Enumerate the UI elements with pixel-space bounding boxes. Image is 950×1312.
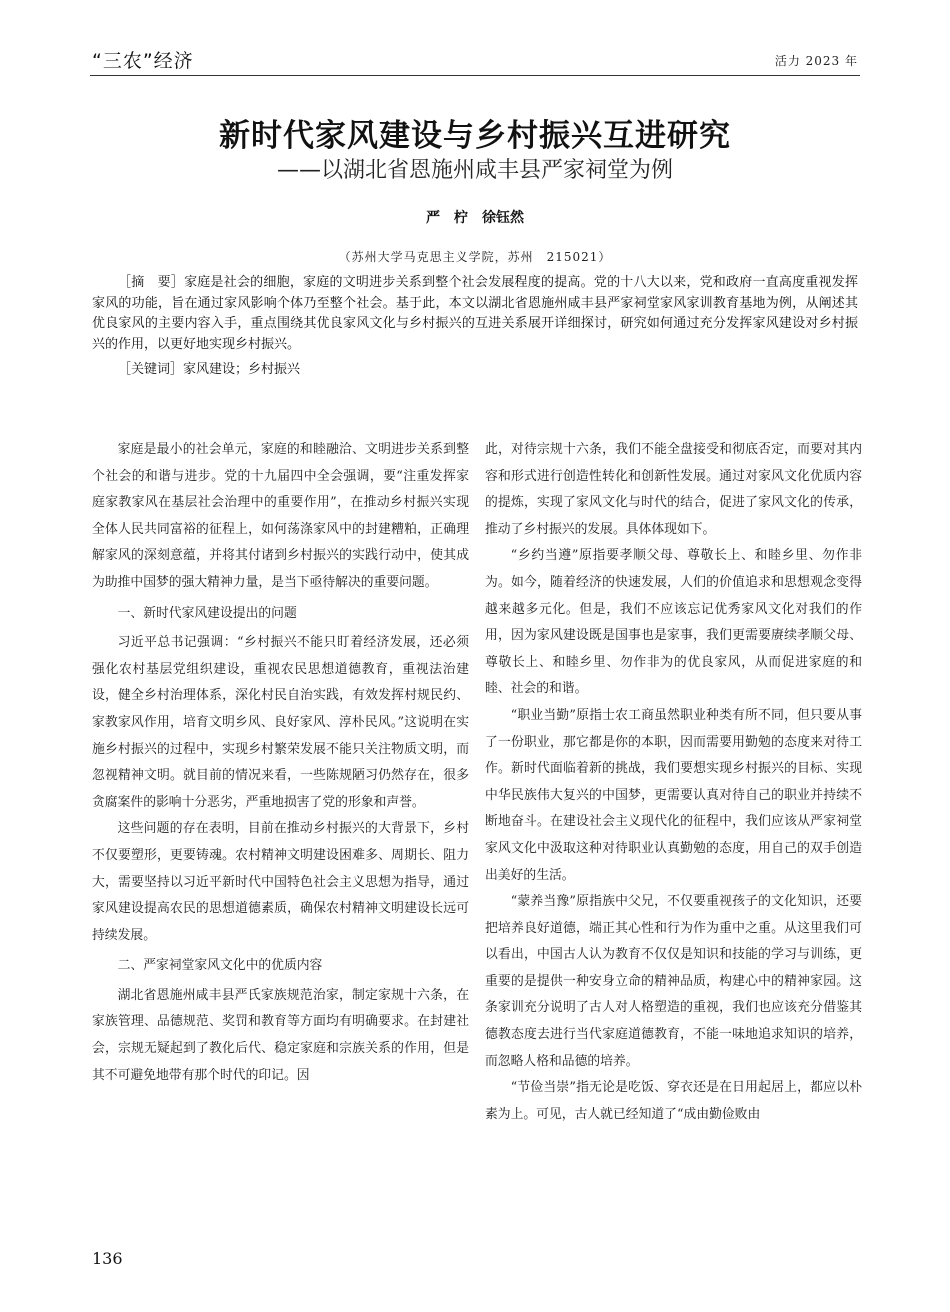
paragraph: 湖北省恩施州咸丰县严氏家族规范治家，制定家规十六条，在家族管理、品德规范、奖罚和教育等方面均有明确要求。在封建社会，宗规无疑起到了教化后代、稳定家庭和宗族关系的作用，但是其不可避免地带有那个时代的印记。因 — [92, 987, 469, 1083]
paragraph: “蒙养当豫”原指族中父兄，不仅要重视孩子的文化知识，还要把培养良好道德，端正其心性和行为作为重中之重。从这里我们可以看出，中国古人认为教育不仅仅是知识和技能的学习与训练，更重要的是提供一种安身立命的精神品质，构建心中的精神家园。这条家训充分说明了古人对人格塑造的重视，我们也应该充分借鉴其德教态度去进行当代家庭道德教育，不能一味地追求知识的培养，而忽略人格和品德的培养。 — [485, 894, 862, 1069]
section-heading: 二、严家祠堂家风文化中的优质内容 — [117, 958, 323, 974]
page-number: 136 — [92, 1249, 123, 1268]
article-authors: 严 柠 徐钰然 — [426, 210, 524, 226]
body-column-right — [485, 437, 862, 1128]
article-title: 新时代家风建设与乡村振兴互进研究 — [219, 118, 731, 154]
paragraph: 习近平总书记强调：“乡村振兴不能只盯着经济发展，还必须强化农村基层党组织建设，重视农民思想道德教育，重视法治建设，健全乡村治理体系，深化村民自治实践，有效发挥村规民约、家教家风作用，培育文明乡风、良好家风、淳朴民风。”这说明在实施乡村振兴的过程中，实现乡村繁荣发展不能只关注物质文明，而忽视精神文明。就目前的情况来看，一些陈规陋习仍然存在，很多贪腐案件的影响十分恶劣，严重地损害了党的形象和声誉。 — [92, 635, 469, 810]
header-rule — [90, 75, 860, 76]
body-column-left — [92, 437, 469, 1089]
section-heading: 一、新时代家风建设提出的问题 — [117, 605, 297, 621]
article-subtitle: ——以湖北省恩施州咸丰县严家祠堂为例 — [276, 158, 673, 183]
keywords: ［关键词］家风建设；乡村振兴 — [118, 362, 301, 377]
abstract: ［摘 要］家庭是社会的细胞，家庭的文明进步关系到整个社会发展程度的提高。党的十八大以来，党和政府一直高度重视发挥家风的功能，旨在通过家风影响个体乃至整个社会。基于此，本文以湖北省恩施州咸丰县严家祠堂家风家训教育基地为例，从阐述其优良家风的主要内容入手，重点围绕其优良家风文化与乡村振兴的互进关系展开详细探讨，研究如何通过充分发挥家风建设对乡村振兴的作用，以更好地实现乡村振兴。 — [92, 275, 858, 352]
paragraph: “乡约当遵”原指要孝顺父母、尊敬长上、和睦乡里、勿作非为。如今，随着经济的快速发展，人们的价值追求和思想观念变得越来越多元化。但是，我们不应该忘记优秀家风文化对我们的作用，因为家风建设既是国事也是家事，我们更需要赓续孝顺父母、尊敬长上、和睦乡里、勿作非为的优良家风，从而促进家庭的和睦、社会的和谐。 — [485, 548, 862, 697]
paragraph: 家庭是最小的社会单元，家庭的和睦融洽、文明进步关系到整个社会的和谐与进步。党的十九届四中全会强调，要“注重发挥家庭家教家风在基层社会治理中的重要作用”，在推动乡村振兴实现全体人民共同富裕的征程上，如何荡涤家风中的封建糟粕，正确理解家风的深刻意蕴，并将其付诸到乡村振兴的实践行动中，使其成为助推中国梦的强大精神力量，是当下亟待解决的重要问题。 — [92, 442, 469, 590]
section-header: “三农”经济 — [92, 50, 194, 72]
paragraph: “职业当勤”原指士农工商虽然职业种类有所不同，但只要从事了一份职业，那它都是你的本职，因而需要用勤勉的态度来对待工作。新时代面临着新的挑战，我们要想实现乡村振兴的目标、实现中华民族伟大复兴的中国梦，更需要认真对待自己的职业并持续不断地奋斗。在建设社会主义现代化的征程中，我们应该从严家祠堂家风文化中汲取这种对待职业认真勤勉的态度，用自己的双手创造出美好的生活。 — [485, 707, 862, 883]
paragraph: 此，对待宗规十六条，我们不能全盘接受和彻底否定，而要对其内容和形式进行创造性转化和创新性发展。通过对家风文化优质内容的提炼，实现了家风文化与时代的结合，促进了家风文化的传承，推动了乡村振兴的发展。具体体现如下。 — [485, 442, 862, 537]
paragraph: “节俭当崇”指无论是吃饭、穿衣还是在日用起居上，都应以朴素为上。可见，古人就已经知道了“成由勤俭败由 — [485, 1080, 862, 1122]
journal-header: 活力 2023 年 — [774, 54, 858, 68]
author-affiliation: （苏州大学马克思主义学院，苏州 215021） — [338, 250, 612, 264]
paragraph: 这些问题的存在表明，目前在推动乡村振兴的大背景下，乡村不仅要塑形，更要铸魂。农村精神文明建设困难多、周期长、阻力大，需要坚持以习近平新时代中国特色社会主义思想为指导，通过家风建设提高农民的思想道德素质，确保农村精神文明建设长远可持续发展。 — [92, 821, 469, 943]
